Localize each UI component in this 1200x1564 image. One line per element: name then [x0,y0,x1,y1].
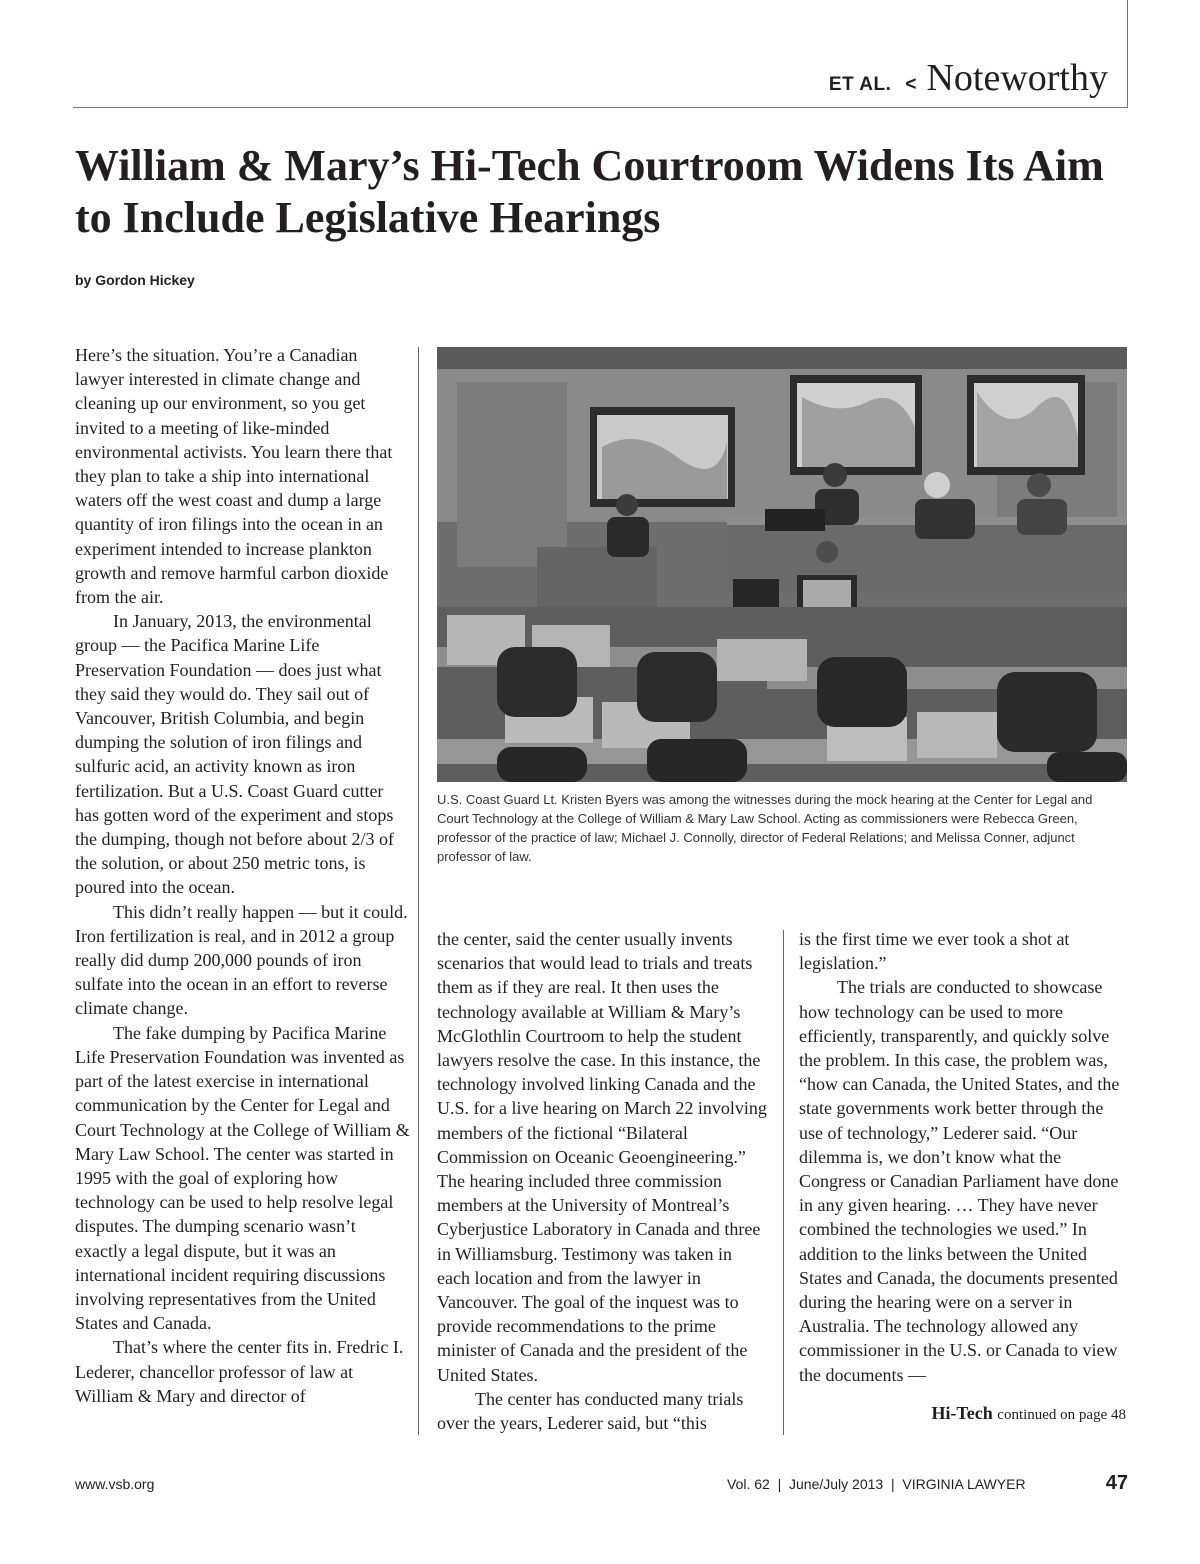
column-1 [75,343,410,1408]
footer-website: www.vsb.org [75,1476,155,1492]
continued-line [931,1403,1126,1424]
continued-text: continued on page 48 [997,1407,1126,1423]
paragraph: The trials are conducted to showcase how technology can be used to more efficiently, transparently, and quickly solve the problem. In this case, the problem was, “how can Canada, the United States, and the state governments work better through the use of technology,” Lederer said. “Our dilemma is, we don’t know what the Congress or Canadian Parliament have done in any given hearing. … They have never combined the technologies we used.” In addition to the links between the United States and Canada, the documents presented during the hearing were on a server in Australia. The technology allowed any commissioner in the U.S. or Canada to view the documents — [799,977,1120,1385]
continued-keyword: Hi-Tech [931,1403,993,1423]
column-2 [437,927,767,1435]
paragraph: The fake dumping by Pacifica Marine Life Preservation Foundation was invented as part of the latest exercise in international communication by the Center for Legal and Court Technology at the College of William & Mary Law School. The center was started in 1995 with the goal of exploring how technology can be used to help resolve legal disputes. The dumping scenario wasn’t exactly a legal dispute, but it was an international incident requiring discussions involving representatives from the United States and Canada. [75,1022,410,1334]
section-separator: < [905,74,917,95]
column-divider [418,347,419,1435]
department-label: Noteworthy [926,57,1108,99]
paragraph: This didn’t really happen — but it could. Iron fertilization is real, and in 2012 a group really did dump 200,000 pounds of iron sulfate into the ocean in an effort to reverse climate change. [75,901,408,1019]
header-vertical-rule [1127,0,1128,108]
paragraph: is the first time we ever took a shot at legislation.” [799,929,1070,974]
footer-issue: Vol. 62 | June/July 2013 | VIRGINIA LAWYER [727,1476,1026,1492]
column-3 [799,927,1129,1387]
courtroom-photo [437,347,1127,782]
header-rule [73,107,1128,108]
byline: by Gordon Hickey [75,272,195,288]
column-divider [783,930,784,1435]
photo-caption: U.S. Coast Guard Lt. Kristen Byers was among the witnesses during the mock hearing at the Center for Legal and Court Technology at the College of William & Mary Law School. Acting as commissioners were Rebecca Green, professor of the practice of law; Michael J. Connolly, director of Federal Relations; and Melissa Conner, adjunct professor of law. [437,792,1093,864]
paragraph: Here’s the situation. You’re a Canadian lawyer interested in climate change and cleaning up our environment, so you get invited to a meeting of like-minded environmental activists. You learn there that they plan to take a ship into international waters off the west coast and dump a large quantity of iron filings into the ocean in an experiment intended to increase plankton growth and remove harmful carbon dioxide from the air. [75,345,393,608]
article-title: William & Mary’s Hi-Tech Courtroom Widens Its Aim to Include Legislative Hearings [75,141,1104,242]
page-number: 47 [1105,1472,1128,1494]
paragraph: The center has conducted many trials over the years, Lederer said, but “this [437,1388,744,1434]
courtroom-photo-illustration [437,347,1127,782]
paragraph: the center, said the center usually invents scenarios that would lead to trials and treats them as if they are real. It then uses the technology available at William & Mary’s McGlothlin Courtroom to help the student lawyers resolve the case. In this instance, the technology involved linking Canada and the U.S. for a live hearing on March 22 involving members of the fictional “Bilateral Commission on Oceanic Geoengineering.” The hearing included three commission members at the University of Montreal’s Cyberjustice Laboratory in Canada and three in Williamsburg. Testimony was taken in each location and from the lawyer in Vancouver. The goal of the inquest was to provide recommendations to the prime minister of Canada and the president of the United States. [437,929,767,1385]
paragraph: In January, 2013, the environmental group — the Pacifica Marine Life Preservation Foundation — does just what they said they would do. They sail out of Vancouver, British Columbia, and begin dumping the solution of iron filings and sulfuric acid, an activity known as iron fertilization. But a U.S. Coast Guard cutter has gotten word of the experiment and stops the dumping, though not before about 2/3 of the solution, or about 250 metric tons, is poured into the ocean. [75,611,394,898]
paragraph: That’s where the center fits in. Fredric I. Lederer, chancellor professor of law at William & Mary and director of [75,1337,404,1406]
section-label: ET AL. [828,74,892,95]
section-header [829,56,1108,106]
